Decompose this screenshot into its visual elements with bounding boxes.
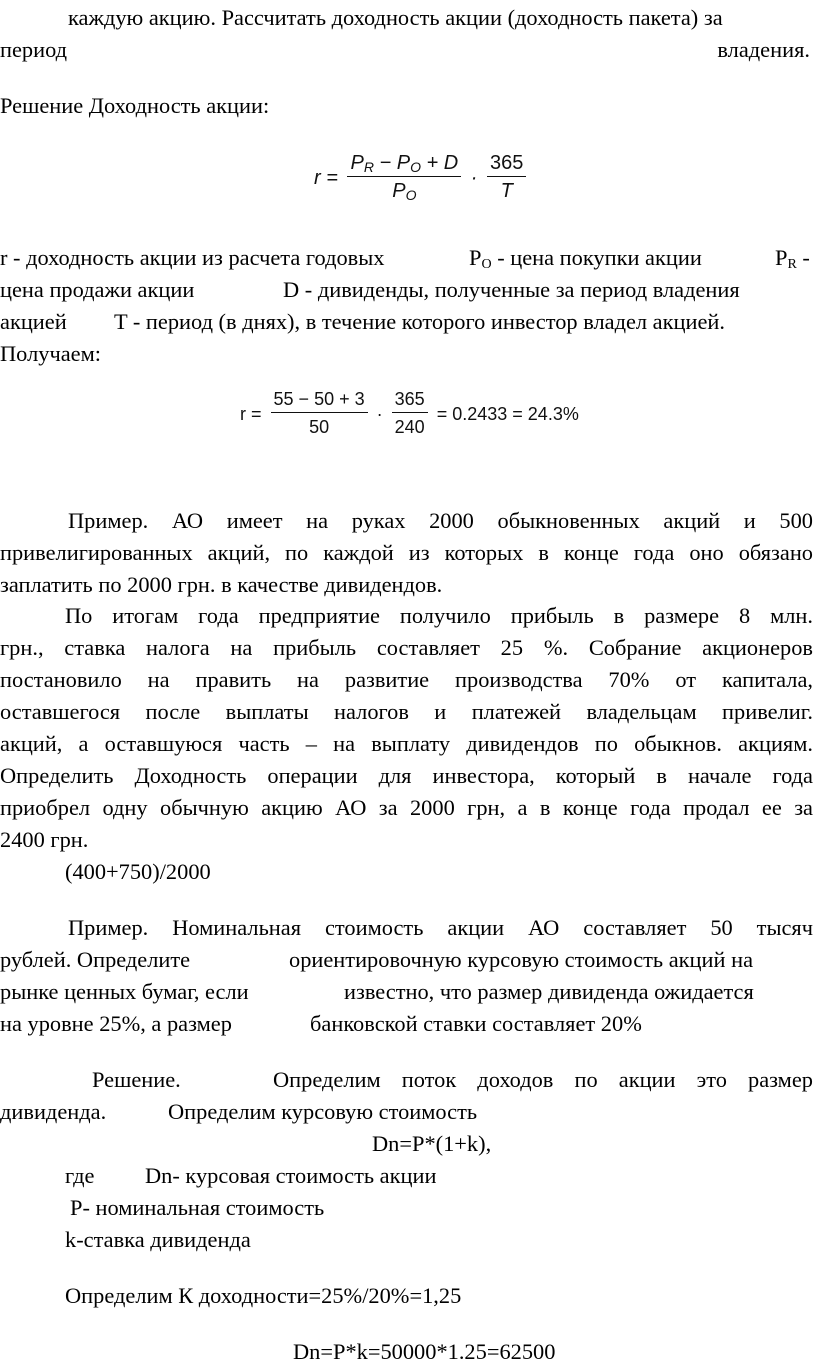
text-line: Dn=P*k=50000*1.25=62500 — [293, 1339, 556, 1364]
text-line: r - доходность акции из расчета годовых $P_O$ - цена покупки акции $P_R$ - — [0, 245, 810, 272]
text-line: P- номинальная стоимость — [70, 1195, 325, 1220]
text-line — [0, 90, 816, 122]
fraction: $\frac{55 - 50 + 3}{50}$ — [271, 386, 368, 441]
text-line: Получаем: — [0, 341, 101, 366]
fraction: $\frac{P_R - P_O + D}{P_O}$ — [347, 150, 461, 205]
fraction: $\frac{365}{240}$ — [392, 386, 428, 441]
text: период — [0, 37, 68, 62]
text-line: Пример. АО имеет на руках 2000 обыкновенных акций и 500 — [68, 508, 813, 533]
text-line: грн., ставка налога на прибыль составляет 25 %. Собрание акционеров — [0, 635, 813, 660]
text-line: привелигированных акций, по каждой из которых в конце года оно обязано — [0, 540, 813, 565]
text-line: Пример. Номинальная стоимость акции АО составляет 50 тысяч — [68, 915, 813, 940]
text-line: Определим К доходности=25%/20%=1,25 — [65, 1283, 462, 1308]
formula-return: r = $\frac{P_R - P_O + D}{P_O}$ · $\frac{365}{T}$ — [310, 150, 526, 205]
text-line: цена продажи акции D - дивиденды, полученные за период владения — [0, 277, 740, 302]
text: каждую акцию. Рассчитать доходность акции (доходность пакета) за — [68, 5, 723, 30]
text-line: оставшегося после выплаты налогов и платежей владельцам привелиг. — [0, 699, 813, 724]
text-line: рынке ценных бумаг, если известно, что размер дивиденда ожидается — [0, 979, 754, 1004]
text-line: на уровне 25%, а размер банковской ставки составляет 20% — [0, 1011, 642, 1036]
text-line: дивиденда. Определим курсовую стоимость — [0, 1099, 478, 1124]
fraction: $\frac{365}{T}$ — [487, 150, 526, 205]
text-line: рублей. Определите ориентировочную курсовую стоимость акций на — [0, 947, 754, 972]
text-line — [68, 2, 813, 34]
text-line: Dn=P*(1+k), — [372, 1131, 492, 1156]
text-line: приобрел одну обычную акцию АО за 2000 грн, а в конце года продал ее за — [0, 795, 813, 820]
text-line: акций, а оставшуюся часть – на выплату дивидендов по обыкнов. акциям. — [0, 731, 813, 756]
text-line: (400+750)/2000 — [65, 859, 211, 884]
text-line — [0, 34, 816, 66]
text-line: По итогам года предприятие получило прибыль в размере 8 млн. — [65, 603, 813, 628]
solution-heading: Решение Доходность акции: — [0, 93, 270, 118]
text: владения. — [717, 37, 810, 62]
text-line: Определить Доходность операции для инвестора, который в начале года — [0, 763, 813, 788]
text-line: 2400 грн. — [0, 827, 89, 852]
formula-result: r = $\frac{55 - 50 + 3}{50}$ · $\frac{365}{240}$ = 0.2433 = 24.3% — [236, 386, 583, 441]
text-line: постановило на править на развитие производства 70% от капитала, — [0, 667, 813, 692]
text-line: акцией T - период (в днях), в течение которого инвестор владел акцией. — [0, 309, 725, 334]
text-line: k-ставка дивиденда — [65, 1227, 251, 1252]
text-line: заплатить по 2000 грн. в качестве дивидендов. — [0, 572, 443, 597]
